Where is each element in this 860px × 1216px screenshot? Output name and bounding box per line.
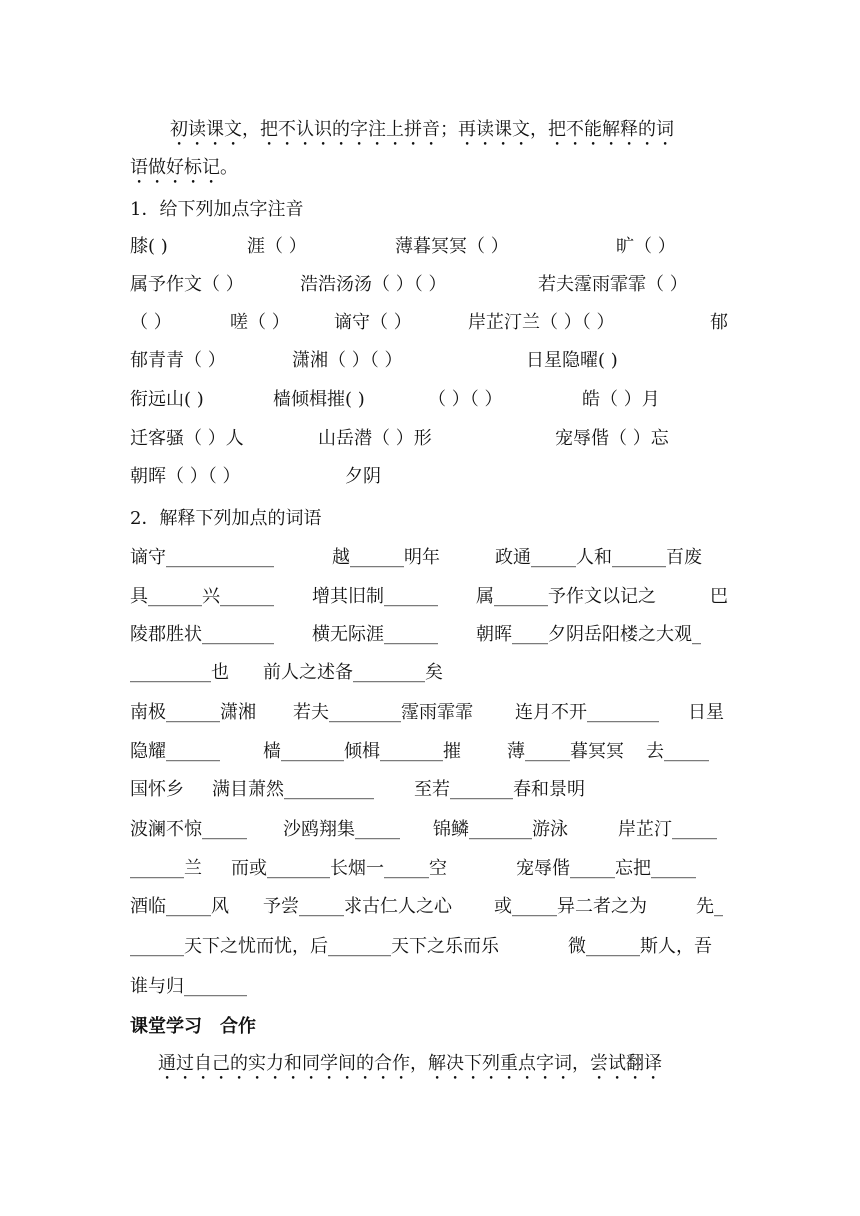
pinyin-item: 迁客骚（ ）人 bbox=[130, 428, 244, 449]
vocab-item: 微______斯人，吾 bbox=[568, 936, 712, 957]
vocab-item: 薄_____暮冥冥 bbox=[507, 741, 624, 762]
vocab-row bbox=[130, 971, 730, 1003]
section-3-line-1: 通过自己的实力和同学间的合作，解决下列重点字词，尝试翻译 bbox=[158, 1053, 662, 1074]
pinyin-item: 皓（ ）月 bbox=[582, 389, 660, 410]
pinyin-item: 浩浩汤汤（ ）（ ） bbox=[300, 274, 447, 295]
vocab-item: 满目萧然__________ bbox=[212, 779, 374, 800]
vocab-row bbox=[130, 736, 730, 768]
vocab-item: ______兰 bbox=[130, 858, 202, 879]
vocab-item: 日星 bbox=[688, 702, 724, 723]
vocab-item: 国怀乡 bbox=[130, 779, 184, 800]
vocab-item: 前人之述备________矣 bbox=[263, 662, 443, 683]
section-2-heading: 2．解释下列加点的词语 bbox=[130, 508, 322, 529]
vocab-item: 隐耀______ bbox=[130, 741, 220, 762]
pinyin-row bbox=[130, 345, 730, 377]
pinyin-item: 谪守（ ） bbox=[334, 312, 412, 333]
vocab-row bbox=[130, 697, 730, 729]
pinyin-item: 涯（ ） bbox=[247, 236, 307, 257]
vocab-row bbox=[130, 542, 730, 574]
intro-line-2-text: 语做好标记。 bbox=[130, 157, 238, 178]
vocab-row bbox=[130, 853, 730, 885]
intro-line-2 bbox=[130, 152, 730, 184]
pinyin-row bbox=[130, 461, 730, 493]
vocab-row bbox=[130, 891, 730, 923]
vocab-item: 而或_______长烟一_____空 bbox=[231, 858, 447, 879]
vocab-item: 属______予作文以记之 bbox=[476, 586, 656, 607]
pinyin-item: 宠辱偕（ ）忘 bbox=[555, 428, 669, 449]
vocab-item: 酒临_____风 bbox=[130, 896, 229, 917]
pinyin-item: 山岳潜（ ）形 bbox=[318, 428, 432, 449]
vocab-row bbox=[130, 774, 730, 806]
vocab-item: 去_____ bbox=[646, 741, 709, 762]
pinyin-item: 衔远山( ) bbox=[130, 389, 204, 410]
pinyin-item: （ ） bbox=[130, 312, 172, 333]
vocab-item: 连月不开________ bbox=[515, 702, 659, 723]
section-1-heading: 1．给下列加点字注音 bbox=[130, 199, 304, 220]
vocab-item: ______天下之忧而忧，后_______天下之乐而乐 bbox=[130, 936, 499, 957]
vocab-item: 岸芷汀_____ bbox=[618, 819, 717, 840]
vocab-item: 波澜不惊_____ bbox=[130, 819, 247, 840]
pinyin-item: 属予作文（ ） bbox=[130, 274, 244, 295]
pinyin-row bbox=[130, 423, 730, 455]
pinyin-item: 嗟（ ） bbox=[230, 312, 290, 333]
vocab-item: 或_____异二者之为 bbox=[494, 896, 647, 917]
vocab-item: 政通_____人和______百废 bbox=[495, 547, 702, 568]
vocab-item: 南极______潇湘 bbox=[130, 702, 256, 723]
vocab-row bbox=[130, 619, 730, 651]
pinyin-row bbox=[130, 231, 730, 263]
vocab-row bbox=[130, 931, 730, 963]
intro-line-1: 初读课文，把不认识的字注上拼音；再读课文，把不能解释的词 bbox=[170, 119, 674, 140]
pinyin-row bbox=[130, 307, 730, 339]
pinyin-item: 樯倾楫摧( ) bbox=[273, 389, 365, 410]
pinyin-item: 岸芷汀兰（ ）（ ） bbox=[468, 312, 615, 333]
pinyin-item: 郁青青（ ） bbox=[130, 350, 226, 371]
vocab-item: 宠辱偕_____忘把_____ bbox=[516, 858, 696, 879]
vocab-item: 越______明年 bbox=[332, 547, 440, 568]
pinyin-item: 郁 bbox=[710, 312, 728, 333]
vocab-item: 锦鳞_______游泳 bbox=[433, 819, 568, 840]
vocab-item: 谁与归_______ bbox=[130, 976, 247, 997]
vocab-item: 增其旧制______ bbox=[312, 586, 438, 607]
pinyin-item: 旷（ ） bbox=[616, 236, 676, 257]
section-3-heading: 课堂学习 合作 bbox=[130, 1016, 256, 1037]
vocab-item: 若夫________霪雨霏霏 bbox=[293, 702, 473, 723]
pinyin-item: 日星隐曜( ) bbox=[526, 350, 618, 371]
vocab-item: 先_ bbox=[696, 896, 723, 917]
pinyin-item: 潇湘（ ）（ ） bbox=[292, 350, 403, 371]
vocab-item: 谪守____________ bbox=[130, 547, 274, 568]
vocab-item: 陵郡胜状________ bbox=[130, 624, 274, 645]
pinyin-item: 膝( ) bbox=[130, 236, 168, 257]
vocab-item: 朝晖____夕阴岳阳楼之大观_ bbox=[476, 624, 701, 645]
vocab-item: 巴 bbox=[710, 586, 728, 607]
vocab-item: 横无际涯______ bbox=[312, 624, 438, 645]
vocab-row bbox=[130, 814, 730, 846]
vocab-item: 樯_______倾楫_______摧 bbox=[263, 741, 461, 762]
vocab-item: 至若_______春和景明 bbox=[414, 779, 585, 800]
pinyin-row bbox=[130, 269, 730, 301]
vocab-row bbox=[130, 581, 730, 613]
pinyin-row bbox=[130, 384, 730, 416]
pinyin-item: （ ）（ ） bbox=[428, 389, 503, 410]
vocab-item: 予尝_____求古仁人之心 bbox=[263, 896, 452, 917]
pinyin-item: 薄暮冥冥（ ） bbox=[395, 236, 509, 257]
pinyin-item: 夕阴 bbox=[345, 466, 381, 487]
vocab-item: 沙鸥翔集_____ bbox=[283, 819, 400, 840]
vocab-row bbox=[130, 657, 730, 689]
vocab-item: _________也 bbox=[130, 662, 229, 683]
pinyin-item: 若夫霪雨霏霏（ ） bbox=[538, 274, 688, 295]
pinyin-item: 朝晖（ ）（ ） bbox=[130, 466, 241, 487]
vocab-item: 具______兴______ bbox=[130, 586, 274, 607]
